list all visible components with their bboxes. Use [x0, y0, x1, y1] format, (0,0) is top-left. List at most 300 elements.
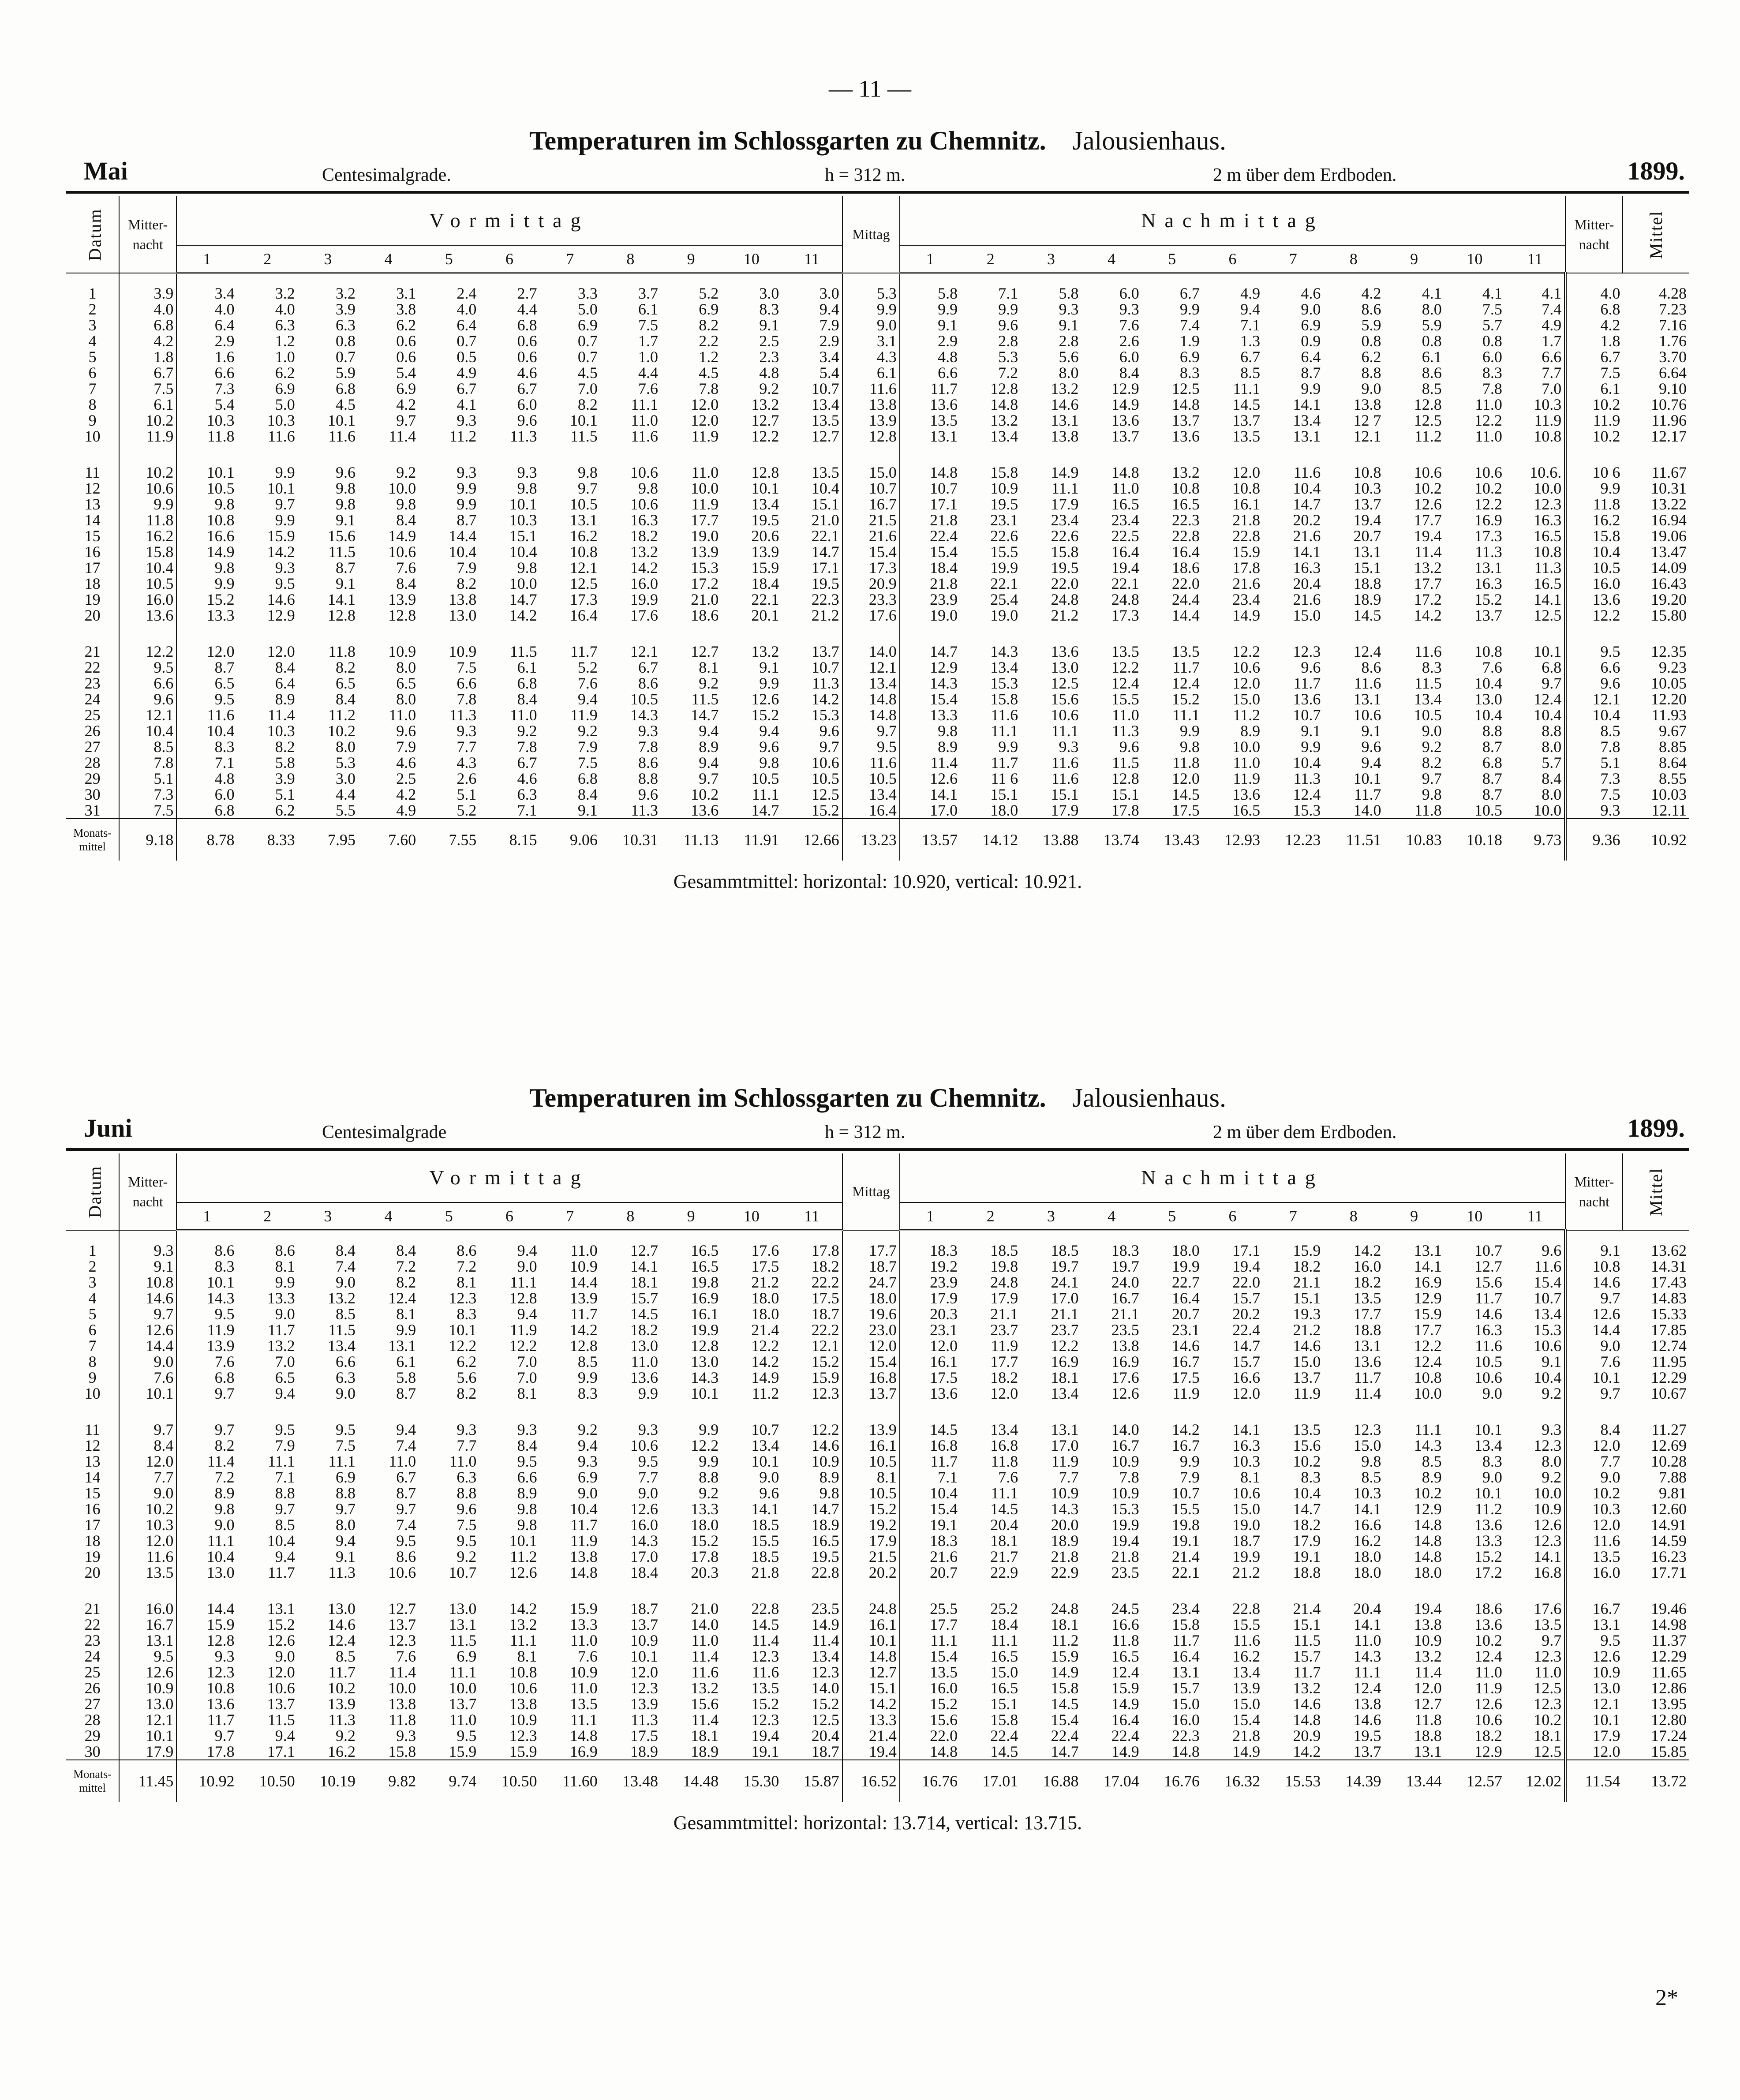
temperature-cell: 10.2: [1293, 1453, 1321, 1469]
temperature-cell: 21.6: [842, 528, 900, 544]
temperature-cell: 21.0: [691, 1600, 719, 1617]
table-row: [66, 480, 1689, 496]
monthly-mean-cell: 10.19: [298, 1760, 358, 1802]
temperature-cell: 12.4: [1293, 786, 1321, 802]
temperature-cell: 12 7: [1353, 412, 1381, 428]
temperature-cell: 11.96: [1651, 412, 1687, 428]
temperature-cell: 9.7: [214, 1421, 235, 1437]
temperature-cell: 13.4: [1051, 1385, 1079, 1401]
temperature-cell: 11.7: [930, 381, 958, 397]
temperature-cell: 13.62: [1651, 1241, 1687, 1258]
temperature-cell: 10.9: [509, 1712, 537, 1728]
temperature-cell: 8.5: [119, 739, 176, 755]
col-header-hour: 8: [600, 245, 661, 273]
temperature-cell: 9.6: [457, 1501, 477, 1517]
temperature-cell: 9.6: [1119, 739, 1139, 755]
temperature-cell: 10.9: [782, 1453, 842, 1469]
daily-mean-cell: 9.9: [1565, 480, 1623, 496]
temperature-cell: 9.6: [782, 723, 842, 739]
temperature-cell: 14.5: [1232, 397, 1261, 412]
temperature-cell: 14.7: [1232, 1338, 1261, 1354]
temperature-cell: 8.2: [275, 739, 295, 755]
col-header-hour: 6: [1202, 245, 1263, 273]
temperature-cell: 10.7: [930, 480, 958, 496]
temperature-cell: 13.8: [1353, 1696, 1381, 1712]
daily-mean-cell: 6.7: [1565, 349, 1623, 365]
temperature-cell: 14.5: [1171, 786, 1200, 802]
temperature-cell: 14.9: [782, 1617, 842, 1632]
temperature-cell: 14.7: [691, 707, 719, 723]
temperature-cell: 15.0: [990, 1664, 1018, 1680]
table-row: [66, 397, 1689, 412]
temperature-cell: 15.9: [1051, 1648, 1079, 1664]
temperature-cell: 9.3: [638, 1421, 659, 1437]
temperature-cell: 12.4: [328, 1632, 355, 1648]
temperature-cell: 7.6: [396, 560, 416, 576]
col-header-hour: 8: [1323, 245, 1384, 273]
temperature-cell: 5.1: [457, 786, 477, 802]
temperature-cell: 24.8: [1051, 1600, 1079, 1617]
temperature-cell: 15.4: [930, 544, 958, 560]
table-row: [66, 365, 1689, 381]
temperature-cell: 17.8: [1111, 802, 1139, 819]
temperature-cell: 22.8: [782, 1565, 842, 1580]
temperature-cell: 4.0: [275, 301, 295, 317]
col-header-date: [66, 196, 119, 273]
temperature-cell: 20.6: [751, 528, 779, 544]
temperature-cell: 11.8: [1414, 1712, 1442, 1728]
temperature-cell: 10.9: [1051, 1485, 1079, 1501]
temperature-cell: 19.5: [990, 496, 1018, 512]
temperature-cell: 8.3: [1422, 659, 1442, 675]
temperature-cell: 16.4: [1171, 1290, 1200, 1306]
temperature-cell: 13.1: [1353, 1338, 1381, 1354]
temperature-cell: 15.0: [1232, 691, 1261, 707]
temperature-cell: 16.94: [1651, 512, 1687, 528]
daily-mean-cell: 6.6: [1565, 659, 1623, 675]
temperature-cell: 12.6: [267, 1632, 295, 1648]
temperature-cell: 12.3: [751, 1712, 779, 1728]
temperature-cell: 12.1: [1353, 428, 1381, 444]
temperature-cell: 11.5: [328, 1322, 355, 1338]
date-cell: 13: [66, 1453, 119, 1469]
temperature-cell: 15.1: [990, 786, 1018, 802]
daily-mean-cell: 8.4: [1565, 1401, 1623, 1437]
temperature-cell: 18.7: [1232, 1533, 1261, 1549]
page-number: — 11 —: [829, 75, 911, 102]
temperature-cell: 9.8: [517, 1501, 537, 1517]
temperature-cell: 8.5: [1422, 381, 1442, 397]
temperature-cell: 7.9: [275, 1437, 295, 1453]
temperature-cell: 18.0: [751, 1290, 779, 1306]
temperature-cell: 15.4: [842, 544, 900, 560]
temperature-cell: 14.3: [206, 1290, 235, 1306]
temperature-cell: 9.6: [759, 739, 779, 755]
temperature-cell: 19.4: [1414, 1600, 1442, 1617]
date-cell: 31: [66, 802, 119, 819]
date-cell: 18: [66, 1533, 119, 1549]
temperature-cell: 6.9: [577, 1469, 598, 1485]
temperature-cell: 12.4: [1414, 1354, 1442, 1370]
col-header-hour: 10: [721, 245, 782, 273]
temperature-cell: 9.7: [119, 1306, 176, 1322]
temperature-cell: 17.7: [842, 1230, 900, 1258]
daily-mean-cell: 12.0: [1565, 1517, 1623, 1533]
temperature-cell: 12.3: [509, 1728, 537, 1744]
temperature-cell: 18.7: [630, 1600, 659, 1617]
monthly-mean-cell: 9.18: [119, 819, 176, 861]
temperature-cell: 15.2: [1474, 591, 1502, 607]
temperature-cell: 17.5: [1171, 802, 1200, 819]
temperature-cell: 12.2: [1232, 643, 1261, 659]
temperature-cell: 12.6: [119, 1322, 176, 1338]
temperature-cell: 21.2: [751, 1274, 779, 1290]
date-cell: 25: [66, 1664, 119, 1680]
temperature-cell: 18.2: [630, 1322, 659, 1338]
temperature-cell: 16.7: [842, 496, 900, 512]
temperature-cell: 14.3: [1414, 1437, 1442, 1453]
temperature-cell: 10.5: [206, 480, 235, 496]
temperature-cell: 8.9: [699, 739, 719, 755]
table-row: [66, 1370, 1689, 1385]
col-header-hour: 9: [1384, 1202, 1444, 1230]
temperature-cell: 16.1: [842, 1437, 900, 1453]
temperature-cell: 7.5: [457, 659, 477, 675]
year-label: 1899.: [1627, 157, 1685, 185]
temperature-cell: 21.8: [1232, 512, 1261, 528]
temperature-cell: 14.2: [1171, 1421, 1200, 1437]
temperature-cell: 19.0: [691, 528, 719, 544]
temperature-cell: 12.3: [1505, 1533, 1565, 1549]
temperature-cell: 16.5: [990, 1648, 1018, 1664]
temperature-cell: 14.1: [751, 1501, 779, 1517]
temperature-cell: 9.7: [1505, 675, 1565, 691]
temperature-cell: 7.2: [457, 1258, 477, 1274]
temperature-cell: 9.1: [336, 576, 355, 591]
temperature-cell: 21.1: [990, 1306, 1018, 1322]
temperature-cell: 18.7: [782, 1744, 842, 1760]
temperature-cell: 8.9: [1240, 723, 1261, 739]
temperature-cell: 5.6: [1059, 349, 1079, 365]
temperature-cell: 10.3: [206, 412, 235, 428]
temperature-cell: 14.8: [842, 707, 900, 723]
temperature-cell: 10.1: [206, 464, 235, 480]
temperature-cell: 11.0: [570, 1242, 598, 1258]
table-row: [66, 691, 1689, 707]
temperature-cell: 6.7: [1240, 349, 1261, 365]
temperature-cell: 12.0: [1232, 464, 1261, 480]
temperature-cell: 19.4: [751, 1728, 779, 1744]
temperature-cell: 17.7: [990, 1354, 1018, 1370]
daily-mean-cell: 12.0: [1565, 1744, 1623, 1760]
temperature-cell: 12.2: [751, 1338, 779, 1354]
temperature-cell: 16.3: [1474, 1322, 1502, 1338]
temperature-cell: 10.0: [388, 1680, 416, 1696]
temperature-cell: 9.8: [517, 560, 537, 576]
temperature-cell: 12.2: [1414, 1338, 1442, 1354]
temperature-cell: 19.0: [990, 607, 1018, 623]
col-header-midnight: Mitter-nacht: [119, 1153, 176, 1230]
temperature-cell: 5.5: [336, 802, 355, 819]
temperature-cell: 5.1: [275, 786, 295, 802]
temperature-cell: 20.2: [842, 1565, 900, 1580]
temperature-cell: 22.1: [1171, 1565, 1200, 1580]
temperature-cell: 9.0: [214, 1517, 235, 1533]
monthly-mean-cell: 11.91: [721, 819, 782, 861]
temperature-cell: 6.0: [1482, 349, 1502, 365]
temperature-cell: 14.3: [630, 1533, 659, 1549]
temperature-cell: 24.8: [842, 1580, 900, 1617]
temperature-cell: 1.76: [1659, 333, 1687, 349]
temperature-cell: 8.6: [1361, 301, 1381, 317]
temperature-cell: 13.7: [782, 623, 842, 659]
temperature-cell: 14.3: [630, 707, 659, 723]
temperature-cell: 13.4: [328, 1338, 355, 1354]
temperature-cell: 15.1: [990, 1696, 1018, 1712]
temperature-cell: 18.2: [990, 1370, 1018, 1385]
month-label: Mai: [84, 157, 128, 185]
temperature-cell: 16.2: [1353, 1533, 1381, 1549]
temperature-cell: 18.1: [990, 1533, 1018, 1549]
temperature-cell: 10.1: [1474, 1485, 1502, 1501]
temperature-cell: 15.3: [691, 560, 719, 576]
temperature-cell: 13.7: [267, 1696, 295, 1712]
table-row: [66, 723, 1689, 739]
temperature-cell: 8.1: [517, 1385, 537, 1401]
temperature-cell: 15.33: [1651, 1306, 1687, 1322]
temperature-cell: 10.6: [1505, 1338, 1565, 1354]
temperature-cell: 16.9: [1111, 1354, 1139, 1370]
temperature-cell: 11.3: [509, 428, 537, 444]
temperature-cell: 15.3: [1293, 802, 1321, 819]
temperature-cell: 14.0: [1353, 802, 1381, 819]
temperature-cell: 11.9: [570, 707, 598, 723]
temperature-cell: 11.4: [691, 1712, 719, 1728]
temperature-cell: 8.3: [214, 739, 235, 755]
temperature-cell: 6.9: [396, 381, 416, 397]
temperature-cell: 12.7: [842, 1664, 900, 1680]
temperature-cell: 4.8: [759, 365, 779, 381]
temperature-cell: 11.8: [1414, 802, 1442, 819]
temperature-cell: 7.0: [517, 1354, 537, 1370]
temperature-cell: 13.2: [1051, 381, 1079, 397]
temperature-cell: 16.1: [691, 1306, 719, 1322]
temperature-cell: 9.9: [1179, 301, 1200, 317]
temperature-cell: 11.9: [691, 496, 719, 512]
temperature-cell: 11.7: [1475, 1290, 1502, 1306]
temperature-cell: 10.4: [1474, 707, 1502, 723]
temperature-cell: 11.3: [1475, 544, 1502, 560]
temperature-cell: 14.8: [842, 1648, 900, 1664]
temperature-cell: 16.5: [691, 1258, 719, 1274]
temperature-cell: 18.2: [1293, 1517, 1321, 1533]
temperature-cell: 12.9: [267, 607, 295, 623]
temperature-cell: 12.3: [449, 1290, 477, 1306]
daily-mean-cell: 6.1: [1565, 381, 1623, 397]
monthly-mean-label: Monats-mittel: [66, 819, 119, 861]
temperature-cell: 15.80: [1651, 607, 1687, 623]
temperature-cell: 12.1: [630, 643, 659, 659]
date-cell: 29: [66, 771, 119, 786]
temperature-cell: 11.1: [328, 1453, 355, 1469]
temperature-cell: 6.8: [577, 771, 598, 786]
temperature-cell: 13.4: [990, 1421, 1018, 1437]
temperature-cell: 3.0: [782, 273, 842, 301]
temperature-cell: 16.9: [1414, 1274, 1442, 1290]
total-mean: Gesammtmittel: horizontal: 13.714, vertical: 13.715.: [673, 1812, 1082, 1834]
temperature-cell: 9.6: [998, 317, 1018, 333]
temperature-cell: 10.8: [1505, 544, 1565, 560]
temperature-cell: 7.6: [577, 675, 598, 691]
temperature-cell: 6.7: [1179, 284, 1200, 301]
date-cell: 14: [66, 1469, 119, 1485]
temperature-cell: 14.31: [1651, 1258, 1687, 1274]
temperature-cell: 11.7: [570, 643, 598, 659]
temperature-cell: 4.3: [457, 755, 477, 771]
temperature-cell: 0.7: [577, 333, 598, 349]
temperature-cell: 10.0: [449, 1680, 477, 1696]
temperature-cell: 16.4: [1171, 1648, 1200, 1664]
temperature-cell: 10.1: [119, 1728, 176, 1744]
temperature-cell: 12.2: [1474, 496, 1502, 512]
temperature-cell: 24.5: [1111, 1600, 1139, 1617]
temperature-cell: 7.0: [1505, 381, 1565, 397]
temperature-cell: 11.1: [1354, 1664, 1381, 1680]
temperature-cell: 18.6: [1474, 1600, 1502, 1617]
temperature-cell: 2.9: [214, 333, 235, 349]
temperature-cell: 16.1: [842, 1617, 900, 1632]
temperature-cell: 13.5: [782, 412, 842, 428]
temperature-cell: 10.7: [842, 480, 900, 496]
temperature-cell: 16.43: [1651, 576, 1687, 591]
temperature-cell: 17.9: [990, 1290, 1018, 1306]
temperature-cell: 10.7: [751, 1421, 779, 1437]
daily-mean-cell: 7.3: [1565, 771, 1623, 786]
temperature-cell: 22.2: [782, 1274, 842, 1290]
date-cell: 19: [66, 1549, 119, 1565]
units-label: Centesimalgrade: [322, 1122, 447, 1142]
table-row: [66, 1549, 1689, 1565]
col-header-hour: 7: [540, 1202, 600, 1230]
temperature-cell: 9.3: [457, 464, 477, 480]
date-cell: 10: [66, 428, 119, 444]
temperature-cell: 9.7: [275, 496, 295, 512]
temperature-cell: 13.7: [1232, 412, 1261, 428]
monthly-mean-cell: 10.92: [176, 1760, 237, 1802]
temperature-cell: 11.4: [207, 1453, 235, 1469]
temperature-cell: 10.4: [930, 1485, 958, 1501]
temperature-cell: 13.8: [1111, 1338, 1139, 1354]
temperature-cell: 10.0: [1505, 802, 1565, 819]
temperature-cell: 23.1: [1171, 1322, 1200, 1338]
temperature-cell: 10.5: [569, 496, 598, 512]
temperature-cell: 6.9: [275, 381, 295, 397]
temperature-cell: 8.5: [336, 1648, 355, 1664]
temperature-cell: 13.7: [1293, 1370, 1321, 1385]
temperature-cell: 14.1: [930, 786, 958, 802]
temperature-cell: 11.2: [1414, 428, 1442, 444]
temperature-cell: 16.4: [1171, 544, 1200, 560]
temperature-cell: 7.4: [1505, 301, 1565, 317]
temperature-cell: 12.7: [691, 643, 719, 659]
temperature-cell: 9.0: [1482, 1469, 1502, 1485]
temperature-cell: 6.6: [457, 675, 477, 691]
temperature-cell: 11.1: [1414, 1421, 1442, 1437]
temperature-cell: 13.4: [782, 397, 842, 412]
temperature-cell: 14.6: [119, 1290, 176, 1306]
signature-mark: 2*: [1655, 1985, 1678, 2010]
temperature-cell: 10.9: [388, 643, 416, 659]
date-cell: 26: [66, 1680, 119, 1696]
temperature-cell: 6.6: [119, 675, 176, 691]
temperature-cell: 23.5: [1111, 1565, 1139, 1580]
temperature-cell: 15.2: [782, 1354, 842, 1370]
temperature-cell: 10.1: [842, 1632, 900, 1648]
temperature-cell: 9.9: [759, 675, 779, 691]
temperature-cell: 3.1: [396, 284, 416, 301]
temperature-cell: 13.47: [1651, 544, 1687, 560]
temperature-cell: 20.3: [691, 1565, 719, 1580]
temperature-cell: 7.6: [998, 1469, 1018, 1485]
temperature-cell: 6.8: [517, 317, 537, 333]
temperature-cell: 6.5: [336, 675, 355, 691]
temperature-cell: 21.6: [1293, 591, 1321, 607]
temperature-cell: 15.3: [1505, 1322, 1565, 1338]
temperature-cell: 19.8: [1171, 1517, 1200, 1533]
temperature-cell: 14.8: [1414, 1549, 1442, 1565]
temperature-cell: 21.2: [1051, 607, 1079, 623]
temperature-cell: 16.7: [119, 1617, 176, 1632]
temperature-cell: 7.8: [457, 691, 477, 707]
temperature-cell: 15.9: [1293, 1242, 1321, 1258]
temperature-cell: 12.8: [691, 1338, 719, 1354]
temperature-cell: 21.0: [782, 512, 842, 528]
temperature-cell: 10.6: [1474, 464, 1502, 480]
temperature-cell: 23.7: [990, 1322, 1018, 1338]
temperature-cell: 9.4: [577, 1437, 598, 1453]
temperature-cell: 15.9: [206, 1617, 235, 1632]
temperature-cell: 19.9: [1232, 1549, 1261, 1565]
temperature-cell: 10.2: [119, 444, 176, 480]
temperature-cell: 21.6: [1232, 576, 1261, 591]
temperature-cell: 15.6: [1293, 1437, 1321, 1453]
temperature-cell: 16.2: [328, 1744, 355, 1760]
temperature-cell: 11.7: [268, 1322, 295, 1338]
table-row: [66, 1517, 1689, 1533]
monthly-mean-cell: 7.60: [358, 819, 419, 861]
temperature-cell: 10.8: [1353, 464, 1381, 480]
temperature-cell: 10.4: [1293, 755, 1321, 771]
temperature-cell: 23.5: [1111, 1322, 1139, 1338]
temperature-cell: 18.2: [1474, 1728, 1502, 1744]
temperature-cell: 5.2: [457, 802, 477, 819]
temperature-cell: 17.5: [782, 1290, 842, 1306]
daily-mean-cell: 10.9: [1565, 1664, 1623, 1680]
temperature-cell: 13.1: [449, 1617, 477, 1632]
temperature-cell: 13.0: [328, 1600, 355, 1617]
temperature-cell: 10.7: [1293, 707, 1321, 723]
date-cell: 16: [66, 544, 119, 560]
temperature-cell: 9.3: [275, 560, 295, 576]
temperature-cell: 17.2: [1414, 591, 1442, 607]
temperature-cell: 8.64: [1659, 755, 1687, 771]
temperature-cell: 10.9: [1414, 1632, 1442, 1648]
monthly-mean-cell: 11.45: [119, 1760, 176, 1802]
temperature-cell: 1.6: [214, 349, 235, 365]
temperature-cell: 16.7: [1171, 1437, 1200, 1453]
temperature-cell: 11.1: [1172, 707, 1200, 723]
temperature-cell: 10.8: [569, 544, 598, 560]
